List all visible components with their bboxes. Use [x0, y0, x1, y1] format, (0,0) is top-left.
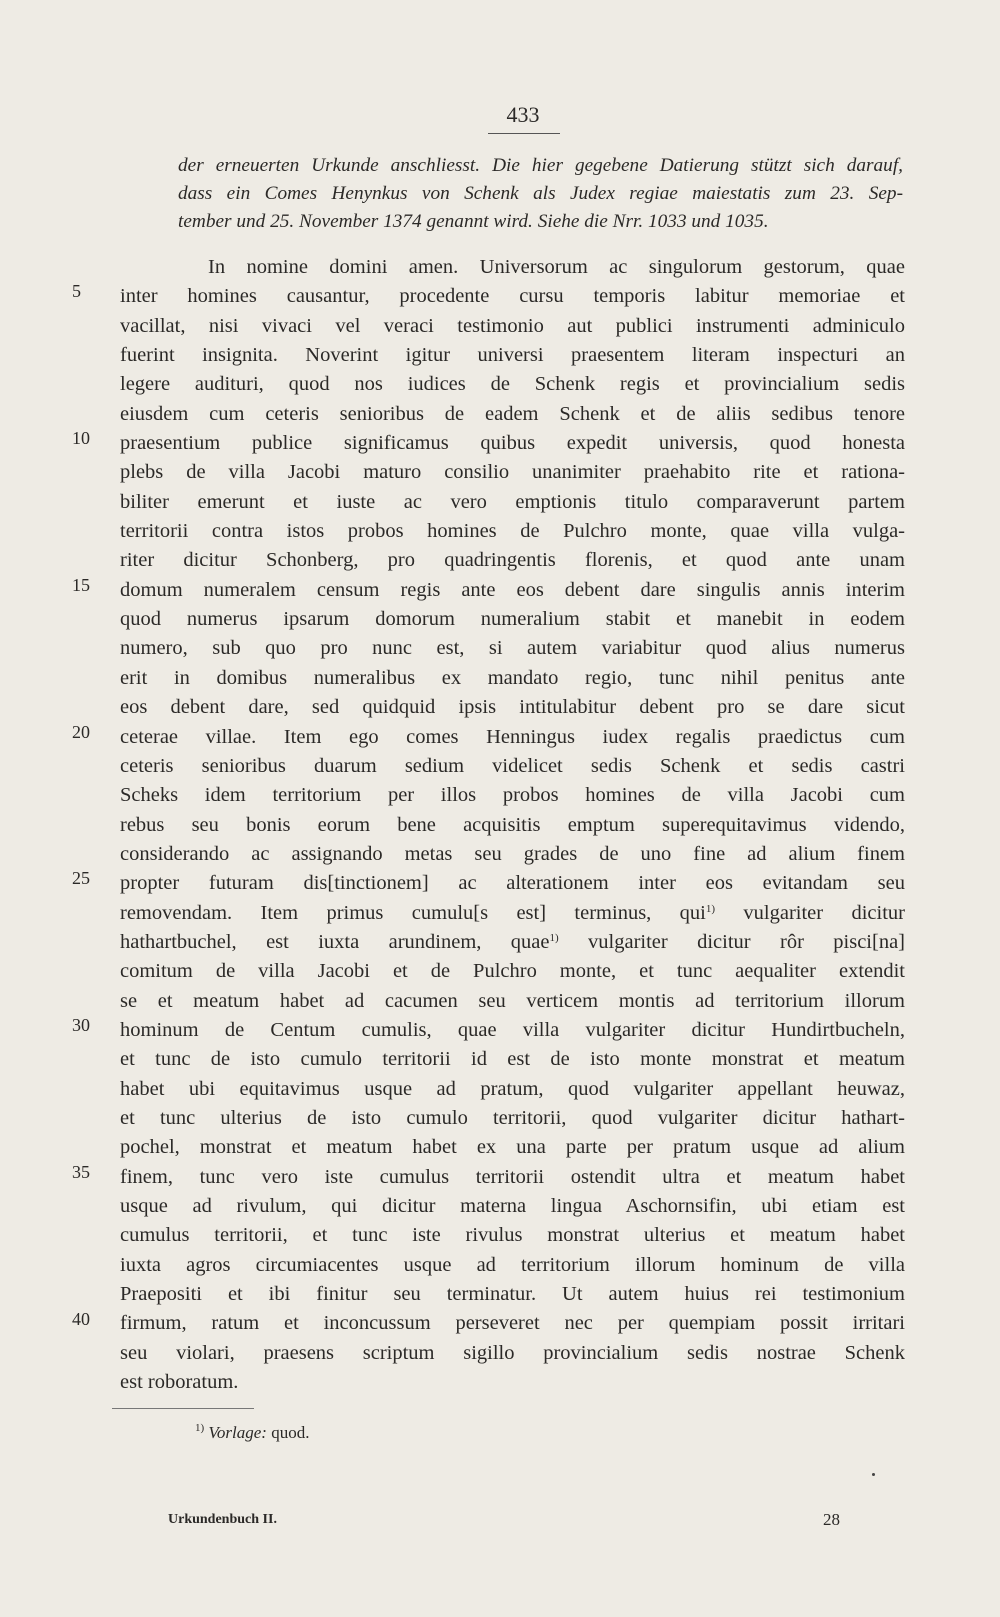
text-line: habet ubi equitavimus usque ad pratum, quod vulgariter appellant heuwaz, — [120, 1077, 905, 1100]
footnote-marker: 1) — [195, 1422, 205, 1434]
intro-line: tember und 25. November 1374 genannt wird. Siehe die Nrr. 1033 und 1035. — [178, 211, 769, 232]
footnote-label: Vorlage: — [208, 1423, 267, 1442]
footnote-text: quod. — [266, 1423, 310, 1442]
line-number: 30 — [72, 1015, 90, 1035]
text-segment: removendam. Item primus cumulu[s est] terminus, qui — [120, 901, 706, 924]
text-line: pochel, monstrat et meatum habet ex una parte per pratum usque ad alium — [120, 1136, 905, 1159]
text-line: ceterae villae. Item ego comes Henningus iudex regalis praedictus cum — [120, 725, 905, 748]
text-line: fuerint insignita. Noverint igitur universi praesentem literam inspecturi an — [120, 344, 905, 367]
footer-signature: Urkundenbuch II. — [168, 1512, 277, 1527]
text-line: Praepositi et ibi finitur seu terminatur. Ut autem huius rei testimonium — [120, 1283, 905, 1306]
text-line: inter homines causantur, procedente cursu temporis labitur memoriae et — [120, 285, 905, 308]
text-line — [120, 928, 905, 957]
text-line: et tunc ulterius de isto cumulo territorii, quod vulgariter dicitur hathart- — [120, 1106, 905, 1129]
text-line: hominum de Centum cumulis, quae villa vulgariter dicitur Hundirtbucheln, — [120, 1018, 905, 1041]
intro-line: dass ein Comes Henynkus von Schenk als Judex regiae maiestatis zum 23. Sep- — [178, 183, 903, 204]
text-line: Scheks idem territorium per illos probos homines de villa Jacobi cum — [120, 784, 905, 807]
line-number: 20 — [72, 722, 90, 742]
text-line: vacillat, nisi vivaci vel veraci testimonio aut publici instrumenti adminiculo — [120, 314, 905, 337]
text-line: se et meatum habet ad cacumen seu verticem montis ad territorium illorum — [120, 989, 905, 1012]
text-line: plebs de villa Jacobi maturo consilio unanimiter praehabito rite et rationa- — [120, 461, 905, 484]
text-line: domum numeralem censum regis ante eos debent dare singulis annis interim — [120, 578, 905, 601]
text-line: comitum de villa Jacobi et de Pulchro monte, et tunc aequaliter extendit — [120, 960, 905, 983]
line-number: 15 — [72, 575, 90, 595]
text-line: In nomine domini amen. Universorum ac singulorum gestorum, quae — [208, 256, 905, 278]
text-line: eiusdem cum ceteris senioribus de eadem Schenk et de aliis sedibus tenore — [120, 402, 905, 425]
text-line: praesentium publice significamus quibus expedit universis, quod honesta — [120, 432, 905, 455]
footnote — [195, 1423, 309, 1443]
footnote-rule — [112, 1408, 254, 1409]
text-line: est roboratum. — [120, 1371, 239, 1394]
text-line: territorii contra istos probos homines de Pulchro monte, quae villa vulga- — [120, 520, 905, 543]
text-line: ceteris senioribus duarum sedium videlicet sedis Schenk et sedis castri — [120, 754, 905, 777]
text-line: seu violari, praesens scriptum sigillo provincialium sedis nostrae Schenk — [120, 1341, 905, 1364]
text-line: riter dicitur Schonberg, pro quadringentis florenis, et quod ante unam — [120, 549, 905, 572]
text-line: propter futuram dis[tinctionem] ac alterationem inter eos evitandam seu — [120, 872, 905, 895]
text-line: et tunc de isto cumulo territorii id est de isto monte monstrat et meatum — [120, 1048, 905, 1071]
text-line: legere audituri, quod nos iudices de Schenk regis et provincialium sedis — [120, 373, 905, 396]
text-line: usque ad rivulum, qui dicitur materna lingua Aschornsifin, ubi etiam est — [120, 1195, 905, 1217]
text-line: finem, tunc vero iste cumulus territorii ostendit ultra et meatum habet — [120, 1165, 905, 1188]
footer-sheet-number: 28 — [823, 1510, 840, 1529]
text-line: firmum, ratum et inconcussum perseveret nec per quempiam possit irritari — [120, 1312, 905, 1335]
line-number: 10 — [72, 428, 90, 448]
line-number: 25 — [72, 868, 90, 888]
text-line: considerando ac assignando metas seu grades de uno fine ad alium finem — [120, 842, 905, 865]
text-line: erit in domibus numeralibus ex mandato regio, tunc nihil penitus ante — [120, 666, 905, 689]
line-number: 40 — [72, 1309, 90, 1329]
text-line: quod numerus ipsarum domorum numeralium stabit et manebit in eodem — [120, 608, 905, 631]
footnote-marker: 1) — [705, 902, 716, 915]
line-number: 35 — [72, 1162, 90, 1182]
text-line: numero, sub quo pro nunc est, si autem variabitur quod alius numerus — [120, 637, 905, 660]
text-line: iuxta agros circumiacentes usque ad territorium illorum hominum de villa — [120, 1253, 905, 1276]
text-segment: vulgariter dicitur — [715, 901, 906, 924]
charter-text — [120, 253, 905, 1397]
intro-line: der erneuerten Urkunde anschliesst. Die hier gegebene Datierung stützt sich darauf, — [178, 155, 903, 176]
print-speck — [872, 1473, 875, 1476]
text-line: biliter emerunt et iuste ac vero emptionis titulo comparaverunt partem — [120, 490, 905, 513]
text-segment: vulgariter dicitur rôr pisci[na] — [558, 930, 905, 953]
text-line: cumulus territorii, et tunc iste rivulus monstrat ulterius et meatum habet — [120, 1224, 905, 1247]
header-rule — [488, 133, 560, 134]
page-number: 433 — [506, 102, 540, 127]
line-number: 5 — [72, 281, 81, 301]
footnote-marker: 1) — [549, 931, 559, 944]
text-segment: hathartbuchel, est iuxta arundinem, quae — [120, 930, 550, 953]
text-line: eos debent dare, sed quidquid ipsis intitulabitur debent pro se dare sicut — [120, 696, 905, 719]
text-line — [120, 899, 905, 928]
editorial-intro — [178, 152, 903, 236]
text-line: rebus seu bonis eorum bene acquisitis emptum superequitavimus videndo, — [120, 813, 905, 836]
